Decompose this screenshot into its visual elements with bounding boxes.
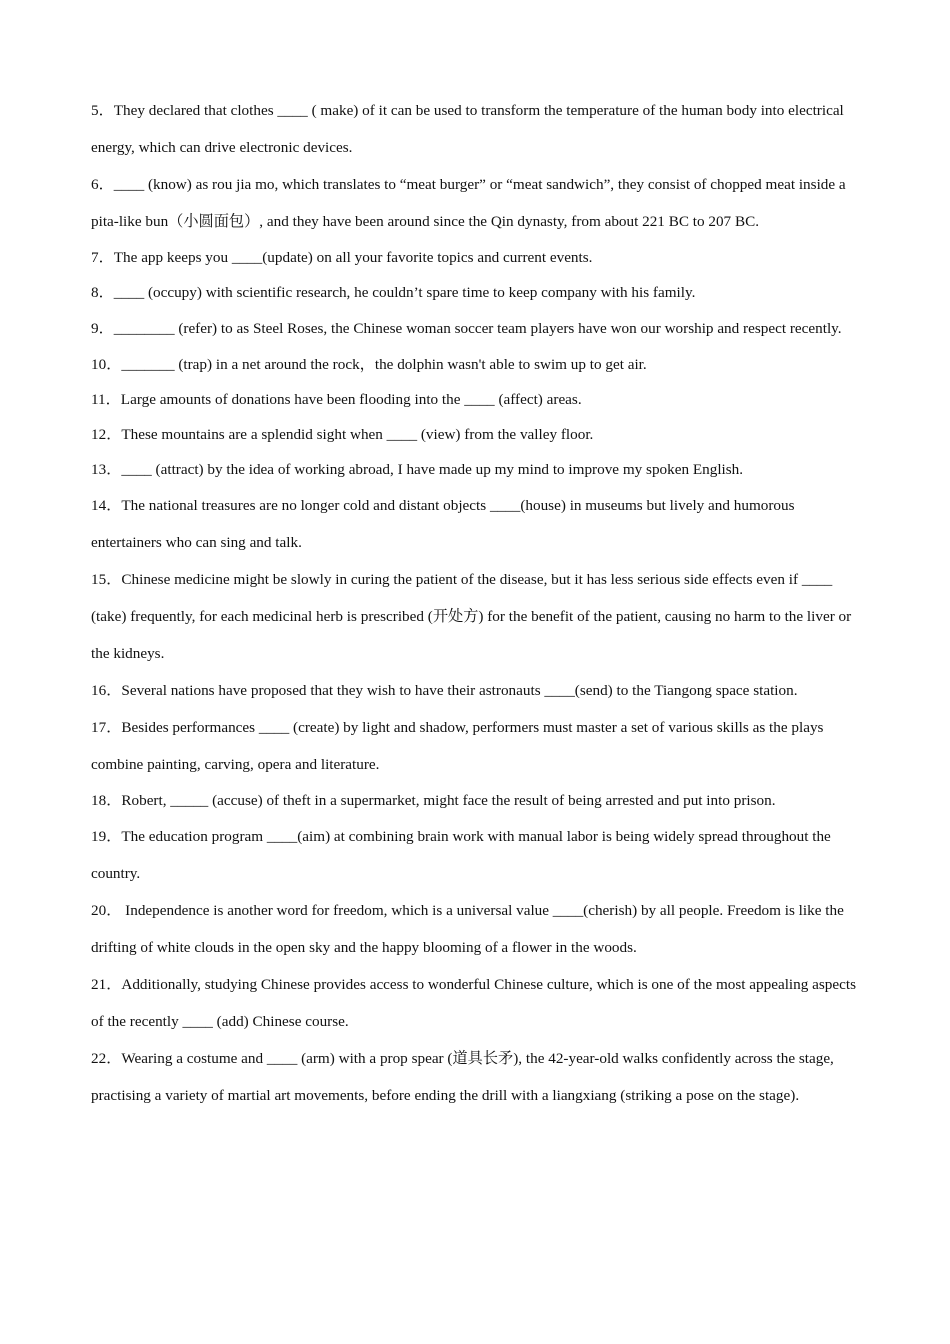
question-item: 9．________ (refer) to as Steel Roses, the Chinese woman soccer team players have won our worship and respect recently. (91, 320, 842, 337)
question-item: 18．Robert, _____ (accuse) of theft in a supermarket, might face the result of being arrested and put into prison. (91, 792, 776, 809)
question-item: 21．Additionally, studying Chinese provides access to wonderful Chinese culture, which is one of the most appealing aspects of the recently ____ (add) Chinese course. (91, 976, 856, 1030)
question-item: 14．The national treasures are no longer cold and distant objects ____(house) in museums but lively and humorous entertainers who can sing and talk. (91, 497, 795, 551)
question-item: 13．____ (attract) by the idea of working abroad, I have made up my mind to improve my spoken English. (91, 461, 744, 478)
question-item: 22．Wearing a costume and ____ (arm) with a prop spear (道具长矛), the 42-year-old walks confidently across the stage, practising a variety of martial art movements, before ending the drill with a liangxiang (striking a pose on the stage). (91, 1050, 834, 1104)
question-item: 16．Several nations have proposed that they wish to have their astronauts ____(send) to the Tiangong space station. (91, 682, 798, 699)
question-item: 20． Independence is another word for freedom, which is a universal value ____(cherish) by all people. Freedom is like the drifting of white clouds in the open sky and the happy blooming of a flower in the woods. (91, 902, 844, 956)
question-item: 11．Large amounts of donations have been flooding into the ____ (affect) areas. (91, 391, 582, 408)
question-item: 8．____ (occupy) with scientific research, he couldn’t spare time to keep company with his family. (91, 284, 696, 301)
question-item: 17．Besides performances ____ (create) by light and shadow, performers must master a set of various skills as the plays combine painting, carving, opera and literature. (91, 719, 824, 773)
question-item: 19．The education program ____(aim) at combining brain work with manual labor is being widely spread throughout the country. (91, 828, 831, 882)
question-item: 7．The app keeps you ____(update) on all your favorite topics and current events. (91, 249, 593, 266)
question-item: 6．____ (know) as rou jia mo, which translates to “meat burger” or “meat sandwich”, they consist of chopped meat inside a pita-like bun（小圆面包）, and they have been around since the Qin dynasty, from about 221 BC to 207 BC. (91, 176, 846, 230)
question-item: 5．They declared that clothes ____ ( make) of it can be used to transform the temperature of the human body into electrical energy, which can drive electronic devices. (91, 102, 844, 156)
question-item: 15．Chinese medicine might be slowly in curing the patient of the disease, but it has less serious side effects even if ____ (take) frequently, for each medicinal herb is prescribed (开处方) for the benefit of the patient, causing no harm to the liver or the kidneys. (91, 571, 852, 662)
question-list (91, 92, 863, 1114)
question-item: 12．These mountains are a splendid sight when ____ (view) from the valley floor. (91, 426, 594, 443)
question-item: 10．_______ (trap) in a net around the rock，the dolphin wasn't able to swim up to get air. (91, 356, 647, 373)
